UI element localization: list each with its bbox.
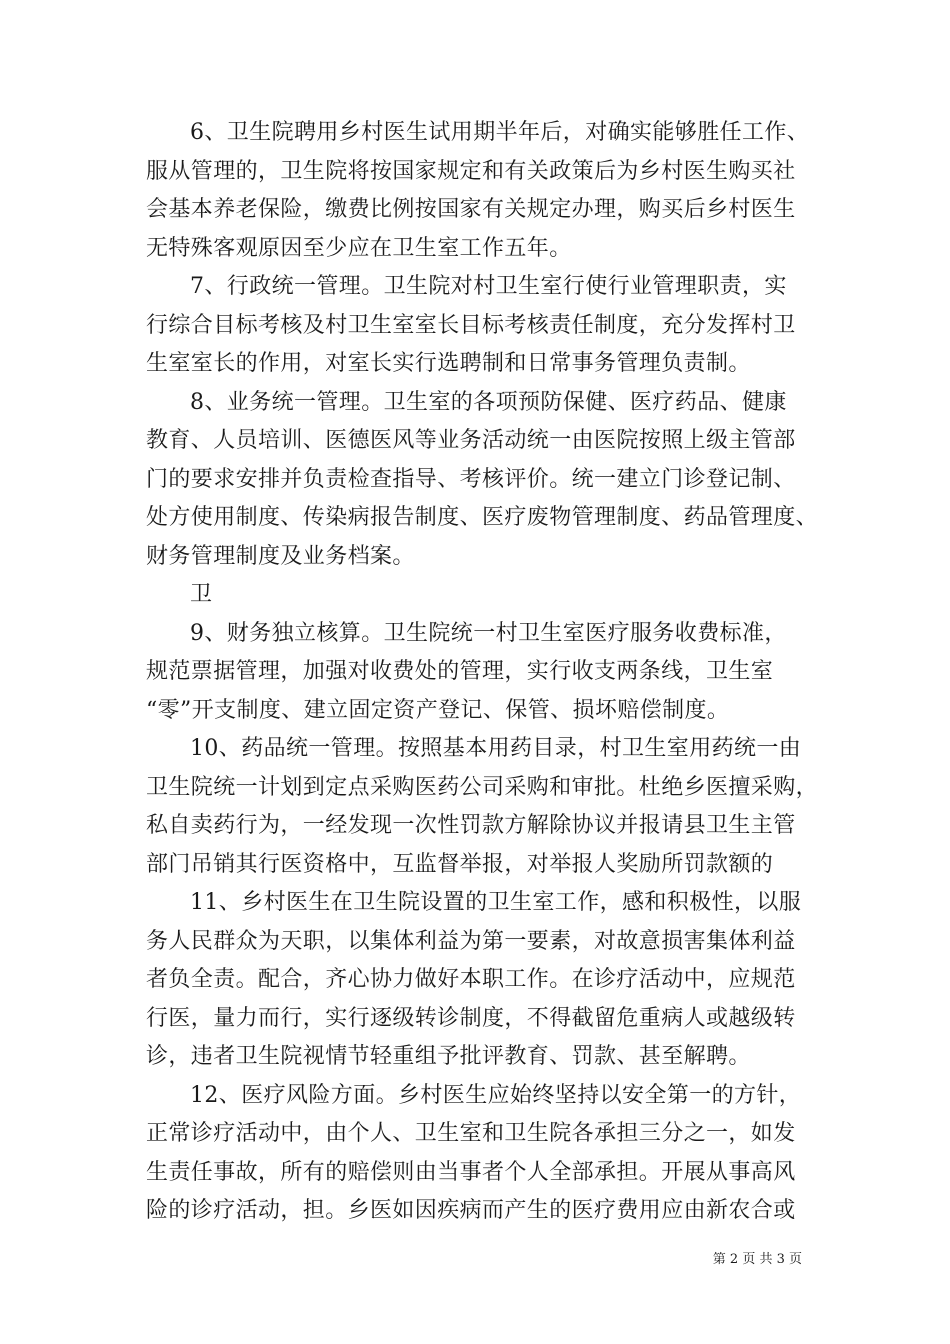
document-body bbox=[146, 114, 826, 1231]
paragraph-11: 11、乡村医生在卫生院设置的卫生室工作，感和积极性，以服 务人民群众为天职，以集体利益为第一要素，对故意损害集体利益 者负全责。配合，齐心协力做好本职工作。在诊疗活动中，应规范 行医，量力而行，实行逐级转诊制度，不得截留危重病人或越级转 诊，违者卫生院视情节轻重组予批评教育、罚款、甚至解聘。 bbox=[146, 890, 802, 1069]
paragraph-9: 9、财务独立核算。卫生院统一村卫生室医疗服务收费标准， 规范票据管理，加强对收费处的管理，实行收支两条线，卫生室 “零”开支制度、建立固定资产登记、保管、损坏赔偿制度。 bbox=[146, 620, 787, 723]
paragraph-fragment: 卫 bbox=[190, 582, 213, 607]
paragraph-6: 6、卫生院聘用乡村医生试用期半年后，对确实能够胜任工作、 服从管理的，卫生院将按国家规定和有关政策后为乡村医生购买社 会基本养老保险，缴费比例按国家有关规定办理，购买后乡村医生 无特殊客观原因至少应在卫生室工作五年。 bbox=[146, 120, 810, 261]
paragraph-10: 10、药品统一管理。按照基本用药目录，村卫生室用药统一由 卫生院统一计划到定点采购医药公司采购和审批。杜绝乡医擅采购， 私自卖药行为，一经发现一次性罚款方解除协议并报请县卫生主管 部门吊销其行医资格中，互监督举报，对举报人奖励所罚款额的 bbox=[146, 736, 819, 877]
paragraph-12: 12、医疗风险方面。乡村医生应始终坚持以安全第一的方针， 正常诊疗活动中，由个人、卫生室和卫生院各承担三分之一，如发 生责任事故，所有的赔偿则由当事者个人全部承担。开展从事高风 险的诊疗活动，担。乡医如因疾病而产生的医疗费用应由新农合或 bbox=[146, 1082, 802, 1223]
paragraph-8: 8、业务统一管理。卫生室的各项预防保健、医疗药品、健康 教育、人员培训、医德医风等业务活动统一由医院按照上级主管部 门的要求安排并负责检查指导、考核评价。统一建立门诊登记制、 处方使用制度、传染病报告制度、医疗废物管理制度、药品管理度、 财务管理制度及业务档案。 bbox=[146, 389, 819, 569]
paragraph-7: 7、行政统一管理。卫生院对村卫生室行使行业管理职责，实 行综合目标考核及村卫生室室长目标考核责任制度，充分发挥村卫 生室室长的作用，对室长实行选聘制和日常事务管理负责制。 bbox=[146, 274, 796, 376]
page-number-footer: 第 2 页 共 3 页 bbox=[712, 1252, 802, 1267]
